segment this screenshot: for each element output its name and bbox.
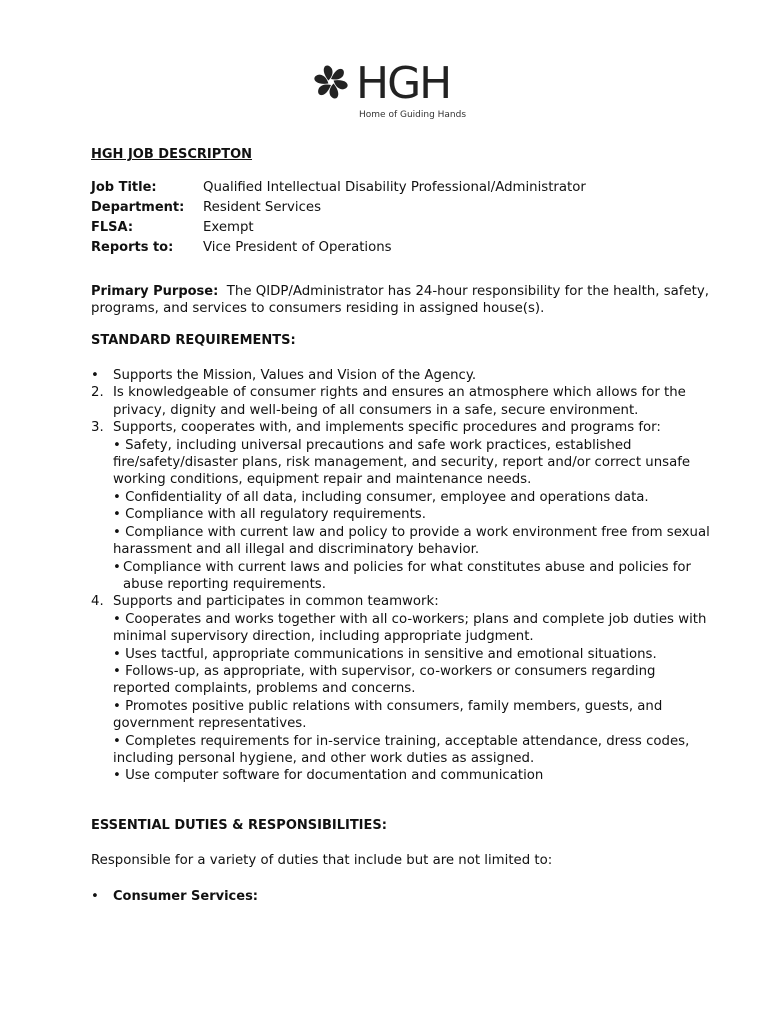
requirement-text: Supports, cooperates with, and implements specific procedures and programs for: — [113, 420, 661, 436]
standard-requirements-heading: STANDARD REQUIREMENTS: — [91, 332, 296, 348]
primary-purpose-label: Primary Purpose: — [91, 283, 219, 299]
standard-requirements-list — [91, 367, 711, 785]
sub-item — [113, 611, 711, 646]
sub-item — [113, 767, 711, 784]
sub-marker: • — [113, 733, 121, 749]
sub-item — [113, 663, 711, 698]
sub-item — [113, 698, 711, 733]
requirement-text: Supports and participates in common teamwork: — [113, 594, 439, 610]
sub-text: Compliance with current law and policy to provide a work environment free from sexual harassment and all illegal and discriminatory behavior. — [113, 524, 710, 558]
primary-purpose — [91, 283, 711, 318]
document-title: HGH JOB DESCRIPTON — [91, 147, 253, 162]
requirement-item — [91, 419, 711, 593]
sub-marker: • — [113, 663, 121, 679]
requirement-item — [91, 367, 711, 384]
document-body — [91, 146, 711, 905]
sub-text: Cooperates and works together with all co-workers; plans and complete job duties with minimal supervisory direction, including appropriate judgment. — [113, 611, 707, 645]
sub-item — [113, 489, 711, 506]
requirement-item — [91, 384, 711, 419]
pinwheel-logo-icon — [311, 62, 351, 102]
sub-marker: • — [113, 489, 121, 505]
essential-item — [91, 888, 711, 905]
list-marker: • — [91, 888, 99, 904]
list-marker: 4. — [91, 594, 104, 610]
sub-text: Uses tactful, appropriate communications in sensitive and emotional situations. — [125, 646, 657, 662]
sub-marker: • — [113, 768, 121, 784]
requirement-text: Is knowledgeable of consumer rights and ensures an atmosphere which allows for the privacy, dignity and well-being of all consumers in a safe, secure environment. — [113, 385, 686, 418]
sub-text: Compliance with current laws and policies for what constitutes abuse and policies for abuse reporting requirements. — [123, 559, 692, 592]
sub-text: Safety, including universal precautions and safe work practices, established fire/safety/disaster plans, risk management, and security, report and/or correct unsafe working conditions, equipment repair and maintenance needs. — [113, 437, 691, 488]
sub-item — [113, 524, 711, 559]
sub-marker: • — [113, 437, 121, 453]
logo-wordmark: HGH — [356, 58, 451, 109]
meta-label: Reports to: — [91, 240, 174, 256]
meta-label: FLSA: — [91, 220, 134, 236]
sub-list — [113, 437, 711, 594]
meta-value: Exempt — [203, 220, 254, 236]
logo-tagline: Home of Guiding Hands — [359, 110, 467, 120]
meta-label: Job Title: — [91, 180, 157, 196]
sub-item — [113, 733, 711, 768]
sub-text: Completes requirements for in-service training, acceptable attendance, dress codes, including personal hygiene, and other work duties as assigned. — [113, 733, 690, 766]
sub-text: Use computer software for documentation and communication — [125, 768, 544, 784]
sub-marker: • — [113, 559, 121, 575]
requirement-item — [91, 593, 711, 784]
sub-text: Promotes positive public relations with consumers, family members, guests, and government representatives. — [113, 698, 663, 732]
job-meta-table — [91, 179, 711, 256]
sub-marker: • — [113, 524, 121, 540]
meta-label: Department: — [91, 200, 185, 216]
sub-item — [113, 506, 711, 523]
requirement-text: Supports the Mission, Values and Vision of the Agency. — [113, 368, 477, 384]
sub-marker: • — [113, 507, 121, 523]
sub-marker: • — [113, 646, 121, 662]
sub-list — [113, 611, 711, 785]
sub-item — [113, 559, 711, 594]
list-marker: 2. — [91, 385, 104, 401]
primary-purpose-text: The QIDP/Administrator has 24-hour responsibility for the health, safety, programs, and services to consumers residing in assigned house(s). — [91, 283, 709, 317]
sub-marker: • — [113, 698, 121, 714]
sub-item — [113, 646, 711, 663]
essential-duties-intro: Responsible for a variety of duties that include but are not limited to: — [91, 853, 553, 869]
essential-duties-list — [91, 888, 711, 905]
sub-text: Compliance with all regulatory requirements. — [125, 507, 426, 523]
sub-marker: • — [113, 611, 121, 627]
list-marker: • — [91, 368, 99, 384]
meta-value: Vice President of Operations — [203, 240, 392, 256]
list-marker: 3. — [91, 420, 104, 436]
essential-item-text: Consumer Services: — [113, 888, 258, 904]
sub-item — [113, 437, 711, 489]
essential-duties-heading: ESSENTIAL DUTIES & RESPONSIBILITIES: — [91, 817, 387, 833]
sub-text: Confidentiality of all data, including consumer, employee and operations data. — [125, 489, 649, 505]
sub-text: Follows-up, as appropriate, with supervisor, co-workers or consumers regarding reported complaints, problems and concerns. — [113, 663, 656, 697]
meta-value: Resident Services — [203, 200, 322, 216]
meta-value: Qualified Intellectual Disability Professional/Administrator — [203, 180, 586, 196]
hgh-logo — [311, 58, 471, 128]
